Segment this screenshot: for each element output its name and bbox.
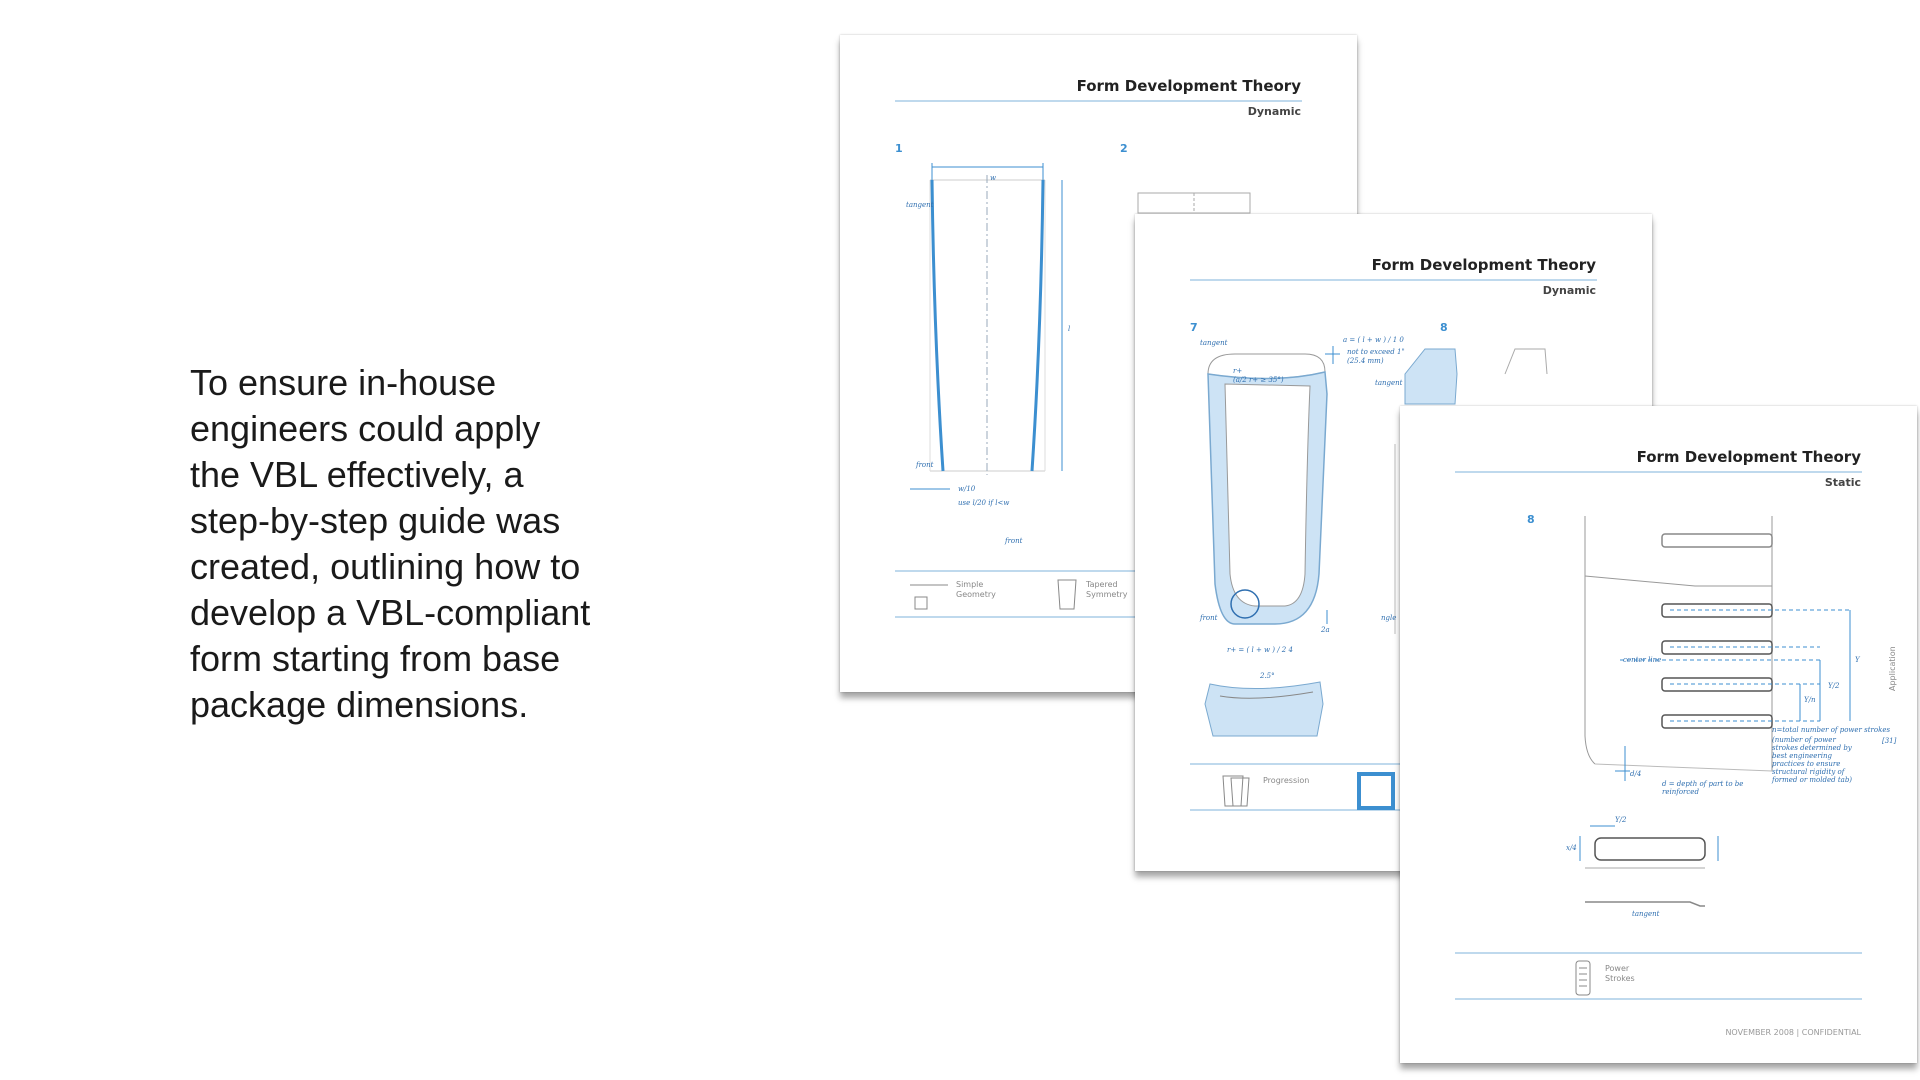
annotation: (25.4 mm)	[1347, 357, 1384, 365]
annotation: Y/n	[1804, 696, 1816, 704]
figure-number: 8	[1527, 513, 1535, 526]
legend-label: Power Strokes	[1605, 964, 1635, 983]
annotation: a = ( l + w ) / 1 0	[1343, 336, 1404, 344]
annotation: tangent	[906, 201, 934, 209]
page-title: Form Development Theory	[1371, 256, 1596, 274]
caption-line: form starting from base	[190, 638, 561, 679]
caption-line: the VBL effectively, a	[190, 454, 524, 495]
page-title: Form Development Theory	[1636, 448, 1861, 466]
annotation: d/4	[1630, 770, 1642, 778]
page-title: Form Development Theory	[1076, 77, 1301, 95]
annotation: w	[990, 174, 996, 182]
annotation: tangent	[1375, 379, 1403, 387]
annotation: 2a	[1321, 626, 1330, 634]
caption-text	[190, 360, 650, 728]
figure-number: 2	[1120, 142, 1128, 155]
annotation: (a/2 r+ ≥ 35°)	[1233, 376, 1284, 384]
caption-line: develop a VBL-compliant	[190, 592, 591, 633]
annotation: r+ = ( l + w ) / 2 4	[1227, 646, 1293, 654]
annotation: Application	[1888, 646, 1897, 691]
document-page-3	[1400, 406, 1917, 1063]
caption-line: To ensure in-house	[190, 362, 497, 403]
annotation: not to exceed 1"	[1347, 348, 1405, 356]
page-subtitle: Dynamic	[1247, 105, 1301, 118]
legend-label: Progression	[1263, 776, 1310, 785]
annotation: Y/2	[1615, 816, 1627, 824]
annotation: (number of power strokes determined by best engineering practices to ensure structural rigidity of formed or molded tab)	[1772, 736, 1853, 784]
legend-label: Simple Geometry	[956, 580, 996, 599]
page-subtitle: Static	[1824, 476, 1861, 489]
caption-line: package dimensions.	[190, 684, 529, 725]
legend-label: Tapered Symmetry	[1086, 580, 1128, 599]
page-3-drawing	[1400, 406, 1917, 1063]
annotation: front	[916, 461, 934, 469]
annotation: front	[1200, 614, 1218, 622]
annotation: 2.5°	[1260, 672, 1275, 680]
annotation: [31]	[1882, 737, 1897, 745]
annotation: x/4	[1566, 844, 1577, 852]
caption-line: step-by-step guide was	[190, 500, 561, 541]
annotation: r+	[1233, 367, 1243, 375]
annotation: front	[1005, 537, 1023, 545]
annotation: Y	[1855, 656, 1860, 664]
page-footer: NOVEMBER 2008 | CONFIDENTIAL	[1725, 1028, 1861, 1037]
annotation: center line	[1623, 656, 1662, 664]
annotation: d = depth of part to be reinforced	[1662, 780, 1744, 796]
page-subtitle: Dynamic	[1542, 284, 1596, 297]
annotation: tangent	[1632, 910, 1660, 918]
caption-line: created, outlining how to	[190, 546, 581, 587]
annotation: n=total number of power strokes	[1772, 726, 1891, 734]
caption-line: engineers could apply	[190, 408, 541, 449]
annotation: Y/2	[1828, 682, 1840, 690]
annotation: w/10	[958, 485, 976, 493]
figure-number: 8	[1440, 321, 1448, 334]
annotation: l	[1068, 325, 1071, 333]
figure-number: 1	[895, 142, 903, 155]
annotation: tangent	[1200, 339, 1228, 347]
annotation: use l/20 if l<w	[958, 499, 1010, 507]
annotation: ngle	[1381, 614, 1397, 622]
figure-number: 7	[1190, 321, 1198, 334]
